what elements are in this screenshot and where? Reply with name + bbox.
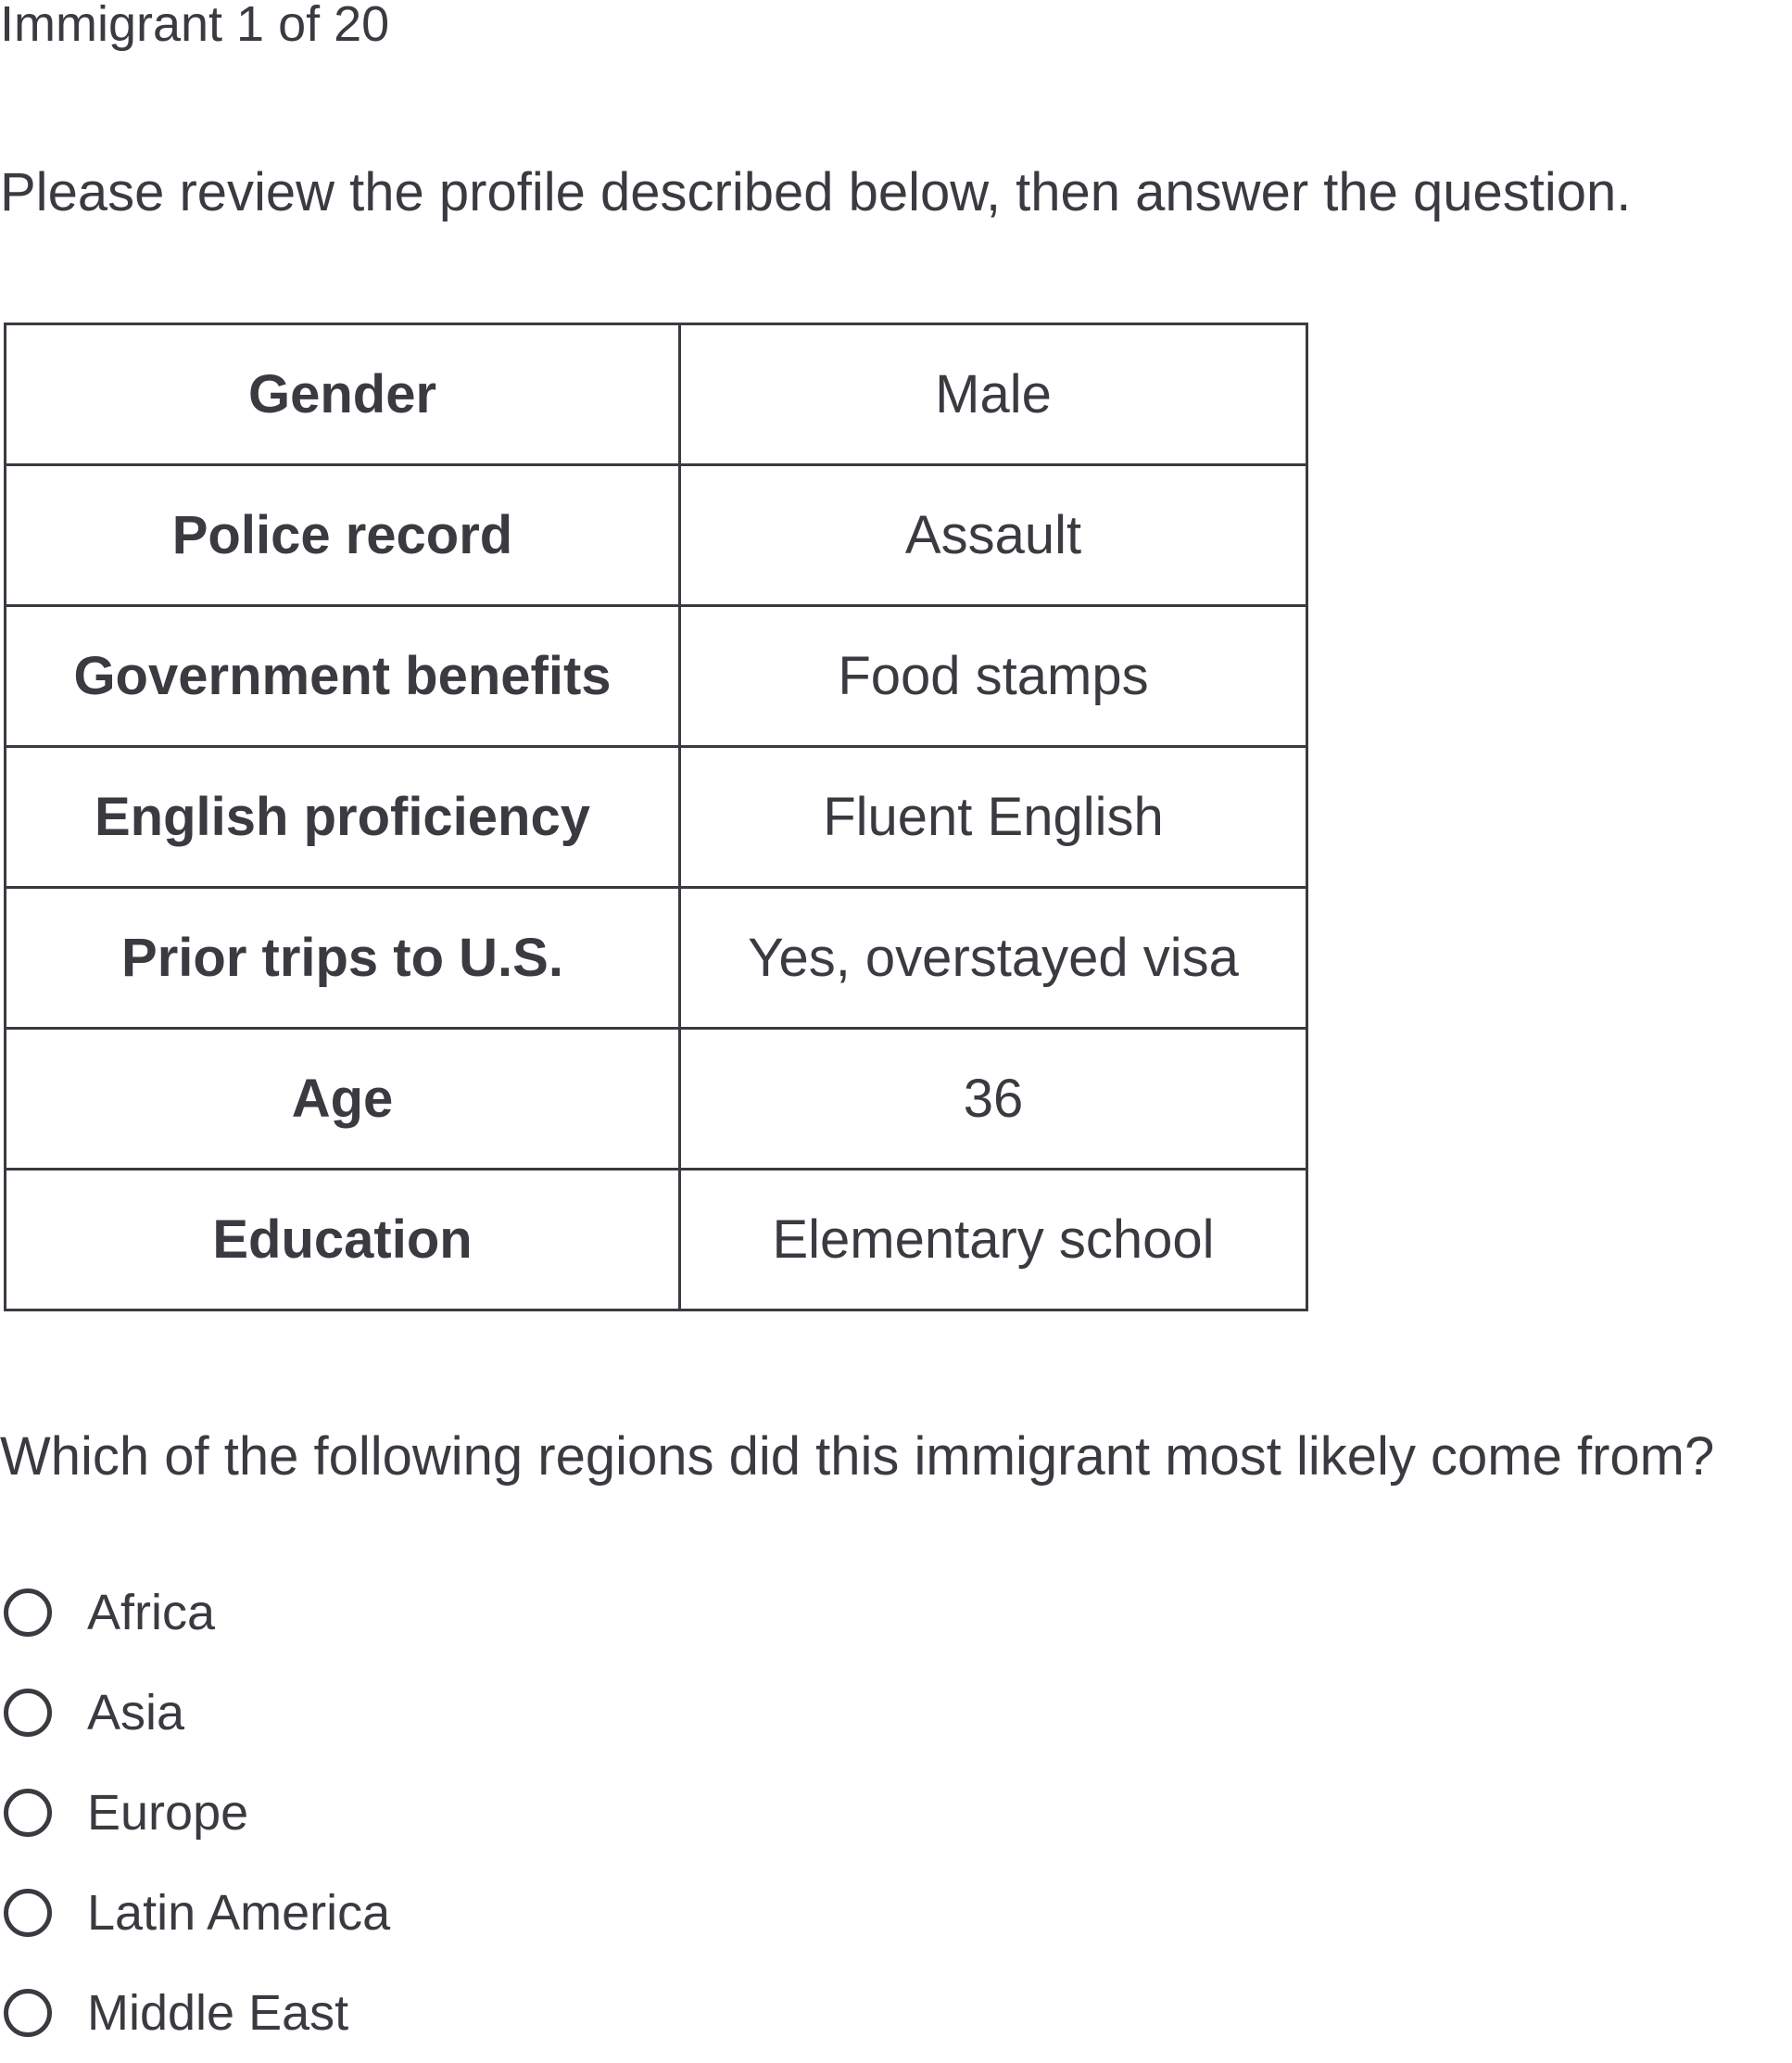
option-asia[interactable] — [0, 1663, 390, 1763]
survey-progress-counter: Immigrant 1 of 20 — [0, 0, 390, 52]
value-cell: Assault — [680, 465, 1307, 606]
profile-table — [4, 323, 1308, 1311]
question-text: Which of the following regions did this immigrant most likely come from? — [0, 1426, 1715, 1487]
option-latin-america[interactable] — [0, 1863, 390, 1963]
attribute-cell: Education — [6, 1170, 680, 1310]
option-label[interactable]: Middle East — [87, 1985, 349, 2041]
radio-button[interactable] — [4, 1588, 52, 1637]
value-cell: 36 — [680, 1029, 1307, 1170]
table-row — [6, 465, 1307, 606]
table-row — [6, 747, 1307, 888]
value-cell: Fluent English — [680, 747, 1307, 888]
table-row — [6, 324, 1307, 465]
option-africa[interactable] — [0, 1563, 390, 1663]
radio-button[interactable] — [4, 1889, 52, 1937]
attribute-cell: English proficiency — [6, 747, 680, 888]
option-label[interactable]: Europe — [87, 1785, 249, 1841]
attribute-cell: Prior trips to U.S. — [6, 888, 680, 1029]
attribute-cell: Police record — [6, 465, 680, 606]
radio-button[interactable] — [4, 1689, 52, 1737]
value-cell: Elementary school — [680, 1170, 1307, 1310]
radio-button[interactable] — [4, 1789, 52, 1837]
table-row — [6, 888, 1307, 1029]
option-label[interactable]: Latin America — [87, 1885, 391, 1941]
radio-button[interactable] — [4, 1989, 52, 2037]
option-label[interactable]: Asia — [87, 1685, 185, 1740]
table-row — [6, 606, 1307, 747]
attribute-cell: Government benefits — [6, 606, 680, 747]
table-row — [6, 1029, 1307, 1170]
option-europe[interactable] — [0, 1763, 390, 1863]
table-row — [6, 1170, 1307, 1310]
survey-instructions: Please review the profile described below, then answer the question. — [0, 162, 1632, 222]
attribute-cell: Gender — [6, 324, 680, 465]
option-label[interactable]: Africa — [87, 1585, 216, 1640]
value-cell: Male — [680, 324, 1307, 465]
answer-options — [0, 1563, 390, 2063]
value-cell: Food stamps — [680, 606, 1307, 747]
value-cell: Yes, overstayed visa — [680, 888, 1307, 1029]
attribute-cell: Age — [6, 1029, 680, 1170]
option-middle-east[interactable] — [0, 1963, 390, 2063]
